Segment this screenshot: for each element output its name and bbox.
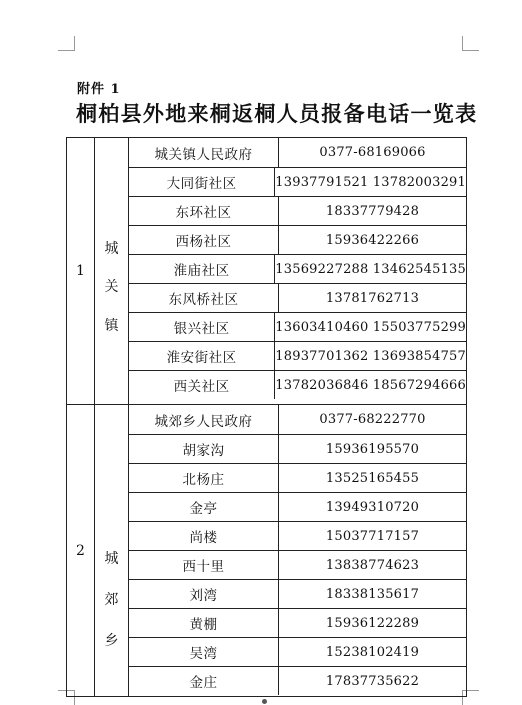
- town-name-cell: [95, 138, 129, 404]
- group-index: 2: [76, 542, 85, 559]
- unit-name: 淮庙社区: [129, 255, 275, 283]
- phone-number: 13782036846 18567294666: [275, 377, 466, 393]
- crop-mark-top-left: [58, 36, 75, 51]
- unit-name: 城郊乡人民政府: [129, 405, 279, 434]
- phone-number: 13949310720: [325, 499, 420, 515]
- phone-number: 15936195570: [325, 441, 420, 457]
- unit-name: 银兴社区: [129, 313, 275, 341]
- town-name-char: 城: [104, 241, 119, 257]
- table-row: [129, 138, 466, 167]
- group-index-cell: [67, 405, 95, 696]
- table-row: [129, 370, 466, 399]
- phone-number: 15238102419: [325, 644, 420, 660]
- group-rows: [129, 138, 466, 399]
- town-name-char: 关: [104, 279, 119, 295]
- phone-directory-table: [66, 137, 467, 697]
- phone-number: 0377-68169066: [319, 145, 426, 160]
- table-group-chengjiao: [67, 404, 466, 696]
- table-row: [129, 492, 466, 521]
- table-row: [129, 666, 466, 695]
- group-index: 1: [76, 263, 85, 279]
- town-name-cell: [95, 405, 129, 696]
- phone-number: 15936122289: [325, 615, 420, 631]
- table-row: [129, 579, 466, 608]
- phone-number: 13603410460 15503775299: [275, 319, 466, 335]
- phone-number: 18937701362 13693854757: [275, 348, 466, 364]
- table-row: [129, 167, 466, 196]
- unit-name: 北杨庄: [129, 464, 279, 492]
- phone-number: 13838774623: [325, 557, 420, 573]
- unit-name: 城关镇人民政府: [129, 138, 279, 167]
- group-rows: [129, 405, 466, 695]
- table-group-chengguan: [67, 138, 466, 404]
- town-name-char: 郊: [104, 592, 119, 608]
- crop-mark-top-right: [462, 36, 479, 51]
- table-row: [129, 196, 466, 225]
- table-row: [129, 405, 466, 434]
- unit-name: 西关社区: [129, 371, 275, 399]
- table-row: [129, 608, 466, 637]
- phone-number: 13525165455: [325, 470, 420, 486]
- unit-name: 东环社区: [129, 197, 279, 225]
- attachment-label: 附件 1: [77, 82, 121, 97]
- town-name-char: 乡: [104, 633, 119, 649]
- unit-name: 西杨社区: [129, 226, 279, 254]
- phone-number: 13937791521 13782003291: [275, 174, 466, 190]
- phone-number: 0377-68222770: [319, 412, 426, 427]
- phone-number: 15037717157: [325, 528, 420, 544]
- unit-name: 刘湾: [129, 580, 279, 608]
- unit-name: 黄棚: [129, 609, 279, 637]
- phone-number: 13781762713: [325, 290, 420, 306]
- group-index-cell: [67, 138, 95, 404]
- town-name-char: 城: [104, 551, 119, 567]
- document-title: 桐柏县外地来桐返桐人员报备电话一览表: [76, 101, 478, 126]
- phone-number: 15936422266: [325, 232, 420, 248]
- unit-name: 大同街社区: [129, 168, 275, 196]
- unit-name: 吴湾: [129, 638, 279, 666]
- page-marker-dot: [262, 699, 267, 704]
- unit-name: 西十里: [129, 551, 279, 579]
- phone-number: 18338135617: [325, 586, 420, 602]
- unit-name: 淮安街社区: [129, 342, 275, 370]
- table-row: [129, 312, 466, 341]
- table-row: [129, 434, 466, 463]
- table-row: [129, 225, 466, 254]
- unit-name: 尚楼: [129, 522, 279, 550]
- unit-name: 东风桥社区: [129, 284, 279, 312]
- table-row: [129, 637, 466, 666]
- phone-number: 18337779428: [325, 203, 420, 219]
- town-name-char: 镇: [104, 318, 119, 334]
- unit-name: 胡家沟: [129, 435, 279, 463]
- table-row: [129, 463, 466, 492]
- unit-name: 金亭: [129, 493, 279, 521]
- table-row: [129, 341, 466, 370]
- table-row: [129, 550, 466, 579]
- phone-number: 13569227288 13462545135: [275, 261, 466, 277]
- table-row: [129, 283, 466, 312]
- table-row: [129, 254, 466, 283]
- unit-name: 金庄: [129, 667, 279, 695]
- phone-number: 17837735622: [325, 673, 420, 689]
- table-row: [129, 521, 466, 550]
